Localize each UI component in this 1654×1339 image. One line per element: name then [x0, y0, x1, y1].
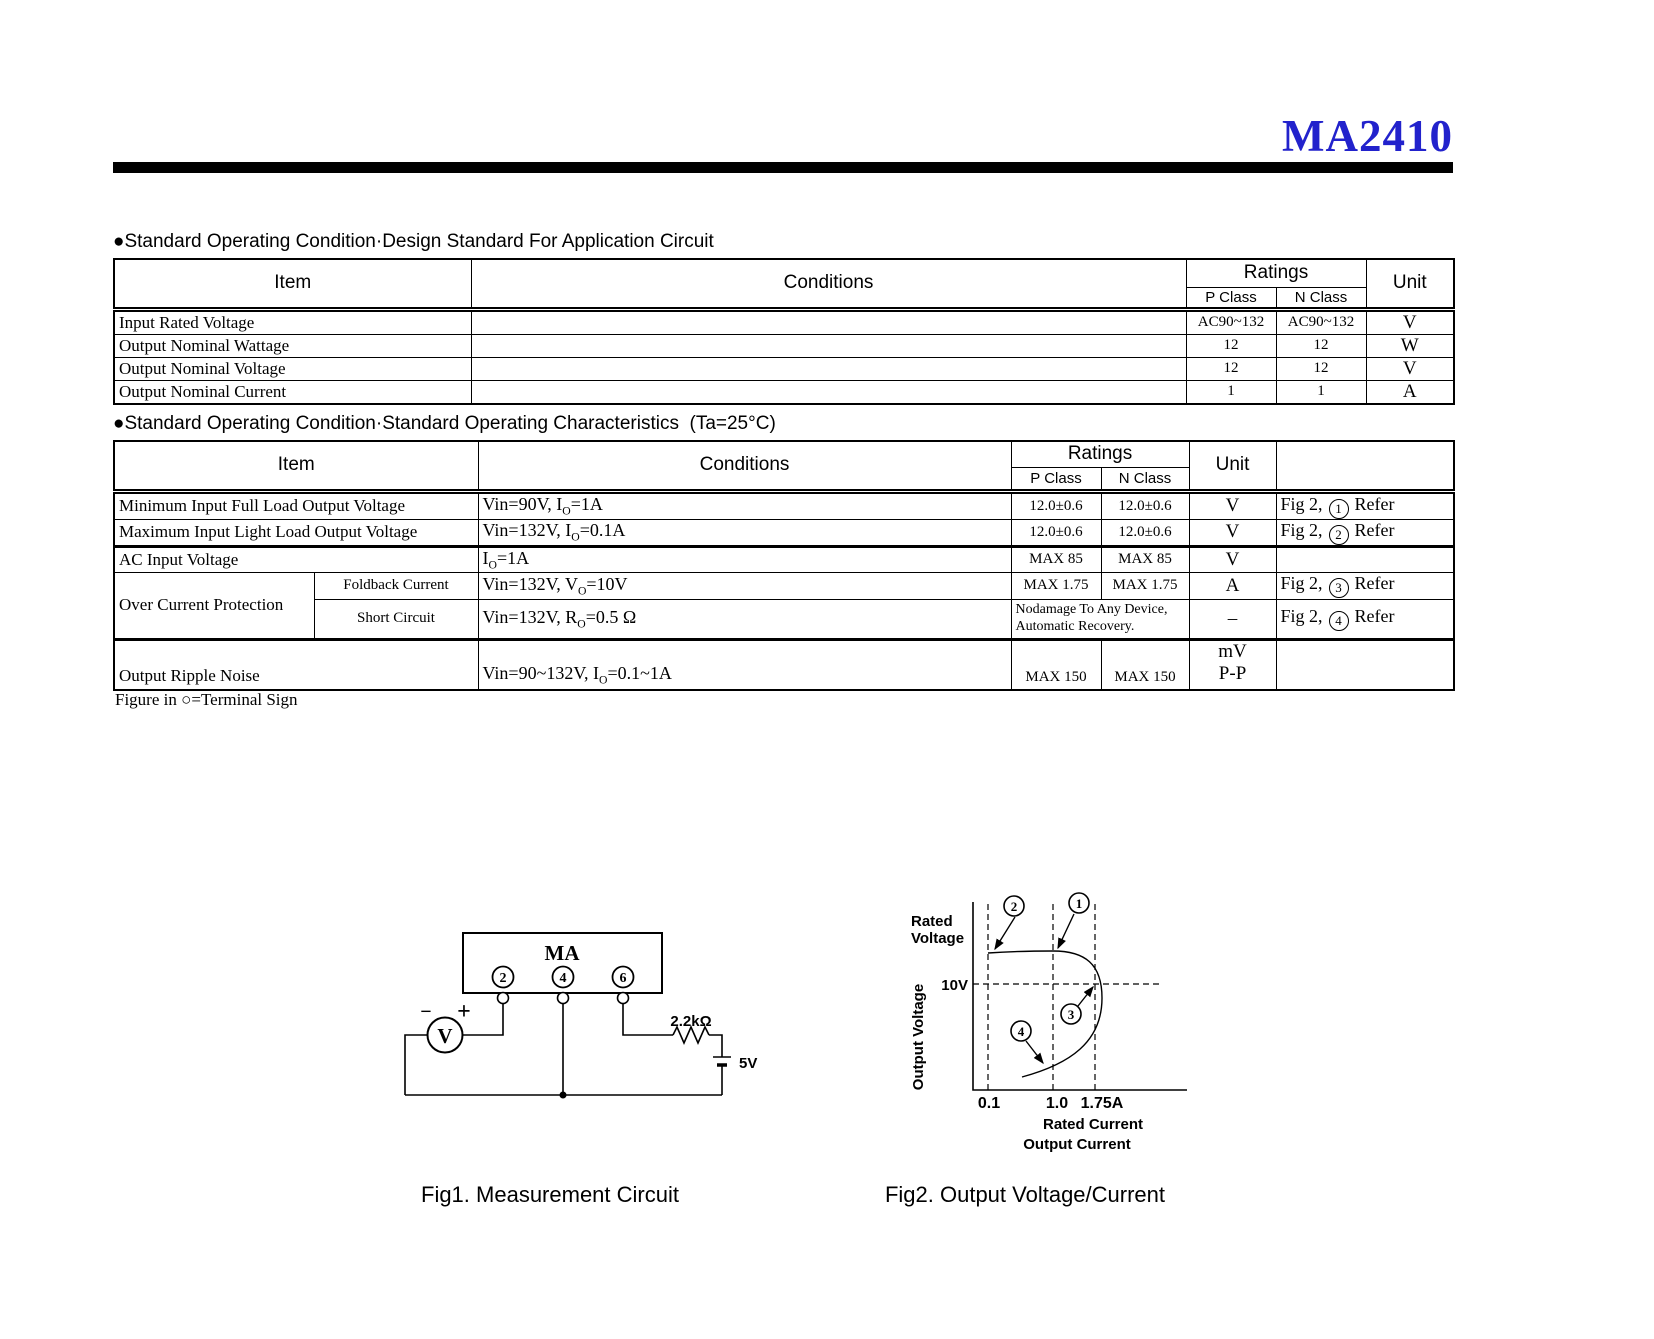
arrow-marker-1	[1058, 914, 1074, 948]
row-unit: V	[1189, 519, 1276, 546]
rating-p-class: MAX 85	[1011, 546, 1101, 572]
marker-label-3: 3	[1067, 1007, 1075, 1022]
fig-ref-prefix: Fig 2,	[1280, 606, 1323, 626]
cell-line: mV	[1218, 640, 1247, 662]
junction-dot	[560, 1092, 567, 1099]
marker-label-4: 4	[1017, 1024, 1025, 1039]
row-unit: V	[1366, 309, 1454, 334]
table-row	[114, 572, 1454, 599]
fig-ref-prefix: Fig 2,	[1280, 519, 1323, 540]
row-item: Output Ripple Noise	[114, 639, 478, 690]
rating-n-class: MAX 85	[1101, 546, 1189, 572]
rated-voltage-label-line1: Rated	[911, 913, 953, 930]
terminal-pin	[498, 993, 509, 1004]
rated-voltage-label-line2: Voltage	[911, 930, 965, 947]
row-conditions	[471, 334, 1186, 357]
rated-current-label: Rated Current	[1042, 1116, 1144, 1133]
rating-n-class: 12.0±0.6	[1101, 519, 1189, 546]
resistor-value-label: 2.2kΩ	[670, 1013, 712, 1030]
design-standard-table	[113, 258, 1455, 405]
row-conditions	[471, 357, 1186, 380]
x-axis-label: Output Current	[1023, 1136, 1131, 1153]
rating-n-class: MAX 1.75	[1101, 572, 1189, 599]
rating-note	[1011, 599, 1189, 639]
row-unit: W	[1366, 334, 1454, 357]
row-figure-reference	[1276, 491, 1454, 519]
wire	[623, 1004, 673, 1036]
row-item: Maximum Input Light Load Output Voltage	[114, 519, 478, 546]
col-header-conditions: Conditions	[478, 441, 1011, 491]
row-item: AC Input Voltage	[114, 546, 478, 572]
row-conditions: Vin=90V, $I_O=1A$	[478, 491, 1011, 519]
rating-n-class: MAX 150	[1101, 639, 1189, 690]
row-figure-reference	[1276, 599, 1454, 639]
rating-p-class: 12.0±0.6	[1011, 519, 1101, 546]
row-figure-reference	[1276, 546, 1454, 572]
row-item: Minimum Input Full Load Output Voltage	[114, 491, 478, 519]
col-header-unit: Unit	[1189, 441, 1276, 491]
row-unit: V	[1189, 491, 1276, 519]
circled-number: 4	[1329, 611, 1349, 631]
terminal-pin	[618, 993, 629, 1004]
x-tick-1.75A: 1.75A	[1080, 1095, 1124, 1112]
rating-p-class: 1	[1186, 380, 1276, 404]
row-conditions: Vin=132V, $I_O=0.1A$	[478, 519, 1011, 546]
table-row	[114, 334, 1454, 357]
row-unit: V	[1189, 546, 1276, 572]
table-row	[114, 259, 1454, 287]
marker-label-2: 2	[1010, 899, 1018, 914]
row-conditions: Vin=132V, $R_O=0.5$ Ω	[478, 599, 1011, 639]
arrow-marker-2	[995, 917, 1015, 949]
rating-p-class: AC90~132	[1186, 309, 1276, 334]
table-row	[114, 491, 1454, 519]
wire	[405, 1035, 428, 1095]
header-rule	[113, 162, 1453, 173]
minus-sign: −	[420, 1001, 432, 1023]
fig2-output-chart	[850, 850, 1190, 1160]
section2-heading: ●Standard Operating Condition·Standard Operating Characteristics (Ta=25°C)	[113, 413, 776, 434]
col-header-conditions: Conditions	[471, 259, 1186, 309]
rating-n-class: 12	[1276, 334, 1366, 357]
x-tick-1.0: 1.0	[1045, 1095, 1069, 1112]
cell-line: Automatic Recovery.	[1015, 618, 1135, 634]
terminal-2-label: 2	[499, 971, 507, 986]
page-title: MA2410	[1282, 111, 1453, 161]
output-curve	[988, 951, 1102, 1077]
circled-number: 2	[1329, 525, 1349, 545]
rating-p-class: 12.0±0.6	[1011, 491, 1101, 519]
circled-number: 3	[1329, 578, 1349, 598]
fig1-caption: Fig1. Measurement Circuit	[421, 1182, 679, 1207]
row-item: Output Nominal Voltage	[114, 357, 471, 380]
fig-ref-prefix: Fig 2,	[1280, 493, 1323, 514]
col-header-p-class: P Class	[1011, 467, 1101, 491]
arrow-marker-3	[1078, 987, 1093, 1006]
rating-n-class: 12	[1276, 357, 1366, 380]
table-row	[114, 441, 1454, 467]
row-unit	[1189, 639, 1276, 690]
rating-p-class: MAX 150	[1011, 639, 1101, 690]
fig-ref-suffix: Refer	[1354, 606, 1395, 626]
col-header-n-class: N Class	[1276, 287, 1366, 309]
row-conditions: Vin=90~132V, $I_O=0.1\sim 1A$	[478, 639, 1011, 690]
row-item: Over Current Protection	[114, 572, 314, 639]
marker-label-1: 1	[1075, 896, 1083, 911]
device-label: MA	[544, 941, 580, 965]
table-row	[114, 639, 1454, 690]
row-item: Output Nominal Current	[114, 380, 471, 404]
row-conditions	[471, 309, 1186, 334]
row-unit: A	[1189, 572, 1276, 599]
row-item: Input Rated Voltage	[114, 309, 471, 334]
row-unit: –	[1189, 599, 1276, 639]
voltmeter-label: V	[437, 1024, 453, 1048]
col-header-unit: Unit	[1366, 259, 1454, 309]
y-axis-label: Output Voltage	[910, 983, 927, 1091]
table-row	[114, 546, 1454, 572]
row-unit: V	[1366, 357, 1454, 380]
fig-ref-suffix: Refer	[1354, 493, 1395, 514]
row-unit: A	[1366, 380, 1454, 404]
rating-n-class: 1	[1276, 380, 1366, 404]
col-header-item: Item	[114, 441, 478, 491]
col-header-ratings: Ratings	[1186, 259, 1366, 287]
terminal-6-label: 6	[619, 971, 627, 986]
x-tick-0.1: 0.1	[977, 1095, 1001, 1112]
table-row	[114, 309, 1454, 334]
circled-number: 1	[1329, 499, 1349, 519]
source-voltage-label: 5V	[739, 1055, 758, 1072]
row-conditions	[471, 380, 1186, 404]
rating-p-class: MAX 1.75	[1011, 572, 1101, 599]
col-header-remark	[1276, 441, 1454, 491]
row-figure-reference	[1276, 519, 1454, 546]
terminal-4-label: 4	[559, 971, 567, 986]
chart-axes	[973, 902, 1187, 1090]
table-row	[114, 599, 1454, 639]
fig-ref-suffix: Refer	[1354, 519, 1395, 540]
fig1-circuit-diagram	[380, 880, 780, 1120]
rating-n-class: 12.0±0.6	[1101, 491, 1189, 519]
row-sub-item: Foldback Current	[314, 572, 478, 599]
operating-characteristics-table	[113, 440, 1455, 691]
col-header-ratings: Ratings	[1011, 441, 1189, 467]
rating-n-class: AC90~132	[1276, 309, 1366, 334]
cell-line: P-P	[1218, 663, 1247, 685]
table-row	[114, 519, 1454, 546]
col-header-n-class: N Class	[1101, 467, 1189, 491]
row-figure-reference	[1276, 639, 1454, 690]
arrow-marker-4	[1026, 1041, 1043, 1063]
section1-heading: ●Standard Operating Condition·Design Standard For Application Circuit	[113, 231, 714, 252]
row-conditions: $I_O=1A$	[478, 546, 1011, 572]
terminal-pin	[558, 993, 569, 1004]
row-figure-reference	[1276, 572, 1454, 599]
plus-sign: +	[457, 999, 471, 1025]
rating-p-class: 12	[1186, 334, 1276, 357]
wire	[709, 1035, 722, 1057]
rating-p-class: 12	[1186, 357, 1276, 380]
fig-ref-prefix: Fig 2,	[1280, 573, 1323, 593]
table-row	[114, 357, 1454, 380]
row-item: Output Nominal Wattage	[114, 334, 471, 357]
row-sub-item: Short Circuit	[314, 599, 478, 639]
col-header-item: Item	[114, 259, 471, 309]
table-row	[114, 380, 1454, 404]
ten-volt-label: 10V	[941, 977, 968, 994]
row-conditions: Vin=132V, $V_O=10V$	[478, 572, 1011, 599]
col-header-p-class: P Class	[1186, 287, 1276, 309]
cell-line: Nodamage To Any Device,	[1015, 602, 1168, 618]
fig2-caption: Fig2. Output Voltage/Current	[884, 1182, 1166, 1207]
terminal-sign-footnote: Figure in ○=Terminal Sign	[115, 690, 298, 709]
fig-ref-suffix: Refer	[1354, 573, 1395, 593]
